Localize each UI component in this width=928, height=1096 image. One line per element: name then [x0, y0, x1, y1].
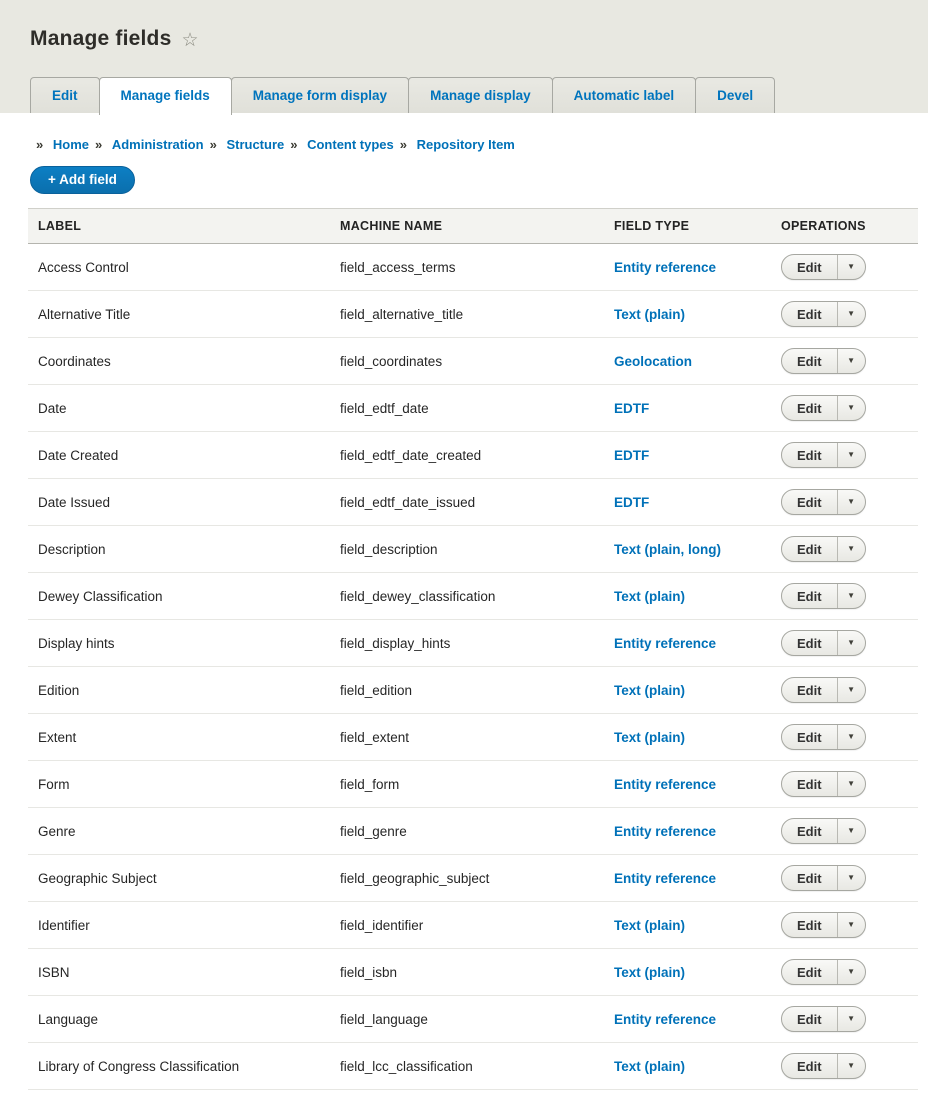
table-row	[28, 620, 918, 667]
field-machine-name: field_dewey_classification	[340, 588, 496, 604]
field-type-link[interactable]: Entity reference	[614, 1011, 717, 1027]
operations-cell	[781, 583, 918, 609]
edit-button[interactable]: Edit	[782, 866, 837, 890]
field-type-cell	[614, 636, 781, 651]
field-type-cell	[614, 354, 781, 369]
field-type-cell	[614, 730, 781, 745]
operations-cell	[781, 442, 918, 468]
field-type-cell	[614, 401, 781, 416]
field-type-link[interactable]: EDTF	[614, 400, 650, 416]
tab[interactable]: Manage form display	[231, 77, 409, 113]
operations-split-button	[781, 254, 866, 280]
breadcrumb-link[interactable]: Administration	[111, 137, 204, 152]
table-row	[28, 855, 918, 902]
operations-cell	[781, 254, 918, 280]
breadcrumb-item	[89, 137, 204, 152]
field-machine-name: field_lcc_classification	[340, 1058, 473, 1074]
operations-dropdown-toggle[interactable]	[838, 1054, 865, 1078]
operations-split-button	[781, 818, 866, 844]
caret-down-icon: ▼	[847, 262, 856, 271]
edit-button[interactable]: Edit	[782, 443, 837, 467]
edit-button[interactable]: Edit	[782, 1007, 837, 1031]
field-machine-name: field_display_hints	[340, 635, 451, 651]
field-type-cell	[614, 824, 781, 839]
field-label: Edition	[38, 682, 80, 698]
column-header-operations: OPERATIONS	[781, 219, 866, 233]
field-label: Access Control	[38, 259, 129, 275]
operations-cell	[781, 865, 918, 891]
operations-dropdown-toggle[interactable]	[838, 349, 865, 373]
operations-cell	[781, 536, 918, 562]
field-type-cell	[614, 260, 781, 275]
fields-table	[28, 208, 918, 1090]
field-type-link[interactable]: Text (plain, long)	[614, 541, 721, 557]
field-machine-name: field_form	[340, 776, 400, 792]
caret-down-icon: ▼	[847, 685, 856, 694]
operations-dropdown-toggle[interactable]	[838, 302, 865, 326]
field-type-link[interactable]: Entity reference	[614, 870, 717, 886]
field-label: Description	[38, 541, 106, 557]
title-row	[0, 0, 928, 51]
field-label: Date Issued	[38, 494, 111, 510]
operations-cell	[781, 724, 918, 750]
caret-down-icon: ▼	[847, 732, 856, 741]
column-header-field-type: FIELD TYPE	[614, 219, 690, 233]
tab[interactable]: Automatic label	[552, 77, 697, 113]
field-label: Identifier	[38, 917, 90, 933]
field-type-link[interactable]: Text (plain)	[614, 306, 686, 322]
field-machine-name: field_language	[340, 1011, 428, 1027]
breadcrumb-link[interactable]: Content types	[307, 137, 394, 152]
operations-dropdown-toggle[interactable]	[838, 255, 865, 279]
column-header-machine-name: MACHINE NAME	[340, 219, 443, 233]
caret-down-icon: ▼	[847, 638, 856, 647]
breadcrumb-separator: »	[209, 137, 217, 152]
operations-dropdown-toggle[interactable]	[838, 631, 865, 655]
edit-button[interactable]: Edit	[782, 725, 837, 749]
table-body	[28, 244, 918, 1090]
operations-cell	[781, 630, 918, 656]
field-machine-name: field_extent	[340, 729, 410, 745]
field-type-link[interactable]: Entity reference	[614, 259, 717, 275]
operations-split-button	[781, 912, 866, 938]
caret-down-icon: ▼	[847, 920, 856, 929]
operations-dropdown-toggle[interactable]	[838, 772, 865, 796]
operations-split-button	[781, 348, 866, 374]
field-type-cell	[614, 683, 781, 698]
field-label: Alternative Title	[38, 306, 131, 322]
edit-button[interactable]: Edit	[782, 772, 837, 796]
breadcrumb-item	[284, 137, 394, 152]
caret-down-icon: ▼	[847, 450, 856, 459]
tab[interactable]: Devel	[695, 77, 775, 113]
operations-dropdown-toggle[interactable]	[838, 584, 865, 608]
caret-down-icon: ▼	[847, 967, 856, 976]
operations-cell	[781, 818, 918, 844]
breadcrumb-link[interactable]: Structure	[226, 137, 285, 152]
caret-down-icon: ▼	[847, 591, 856, 600]
caret-down-icon: ▼	[847, 1014, 856, 1023]
field-label: Dewey Classification	[38, 588, 163, 604]
breadcrumb-item	[204, 137, 285, 152]
field-type-link[interactable]: EDTF	[614, 494, 650, 510]
operations-cell	[781, 1006, 918, 1032]
edit-button[interactable]: Edit	[782, 255, 837, 279]
breadcrumb-separator: »	[94, 137, 103, 152]
edit-button[interactable]: Edit	[782, 584, 837, 608]
operations-split-button	[781, 630, 866, 656]
field-machine-name: field_coordinates	[340, 353, 443, 369]
field-type-cell	[614, 589, 781, 604]
caret-down-icon: ▼	[847, 826, 856, 835]
edit-button[interactable]: Edit	[782, 913, 837, 937]
operations-cell	[781, 771, 918, 797]
field-type-link[interactable]: Text (plain)	[614, 682, 686, 698]
caret-down-icon: ▼	[847, 779, 856, 788]
table-row	[28, 338, 918, 385]
table-row	[28, 526, 918, 573]
operations-dropdown-toggle[interactable]	[838, 443, 865, 467]
field-type-cell	[614, 495, 781, 510]
operations-dropdown-toggle[interactable]	[838, 396, 865, 420]
tab[interactable]: Edit	[30, 77, 100, 113]
breadcrumb-item	[30, 137, 89, 152]
field-label: Date Created	[38, 447, 119, 463]
field-type-cell	[614, 542, 781, 557]
breadcrumb-link[interactable]: Home	[52, 137, 89, 152]
field-label: Genre	[38, 823, 76, 839]
field-machine-name: field_isbn	[340, 964, 398, 980]
table-row	[28, 949, 918, 996]
field-label: Date	[38, 400, 67, 416]
caret-down-icon: ▼	[847, 544, 856, 553]
table-row	[28, 479, 918, 526]
star-favorite-icon[interactable]: ☆	[181, 29, 199, 51]
tab[interactable]: Manage display	[408, 77, 553, 113]
table-row	[28, 291, 918, 338]
operations-split-button	[781, 442, 866, 468]
table-row	[28, 667, 918, 714]
page-header	[0, 0, 928, 113]
table-row	[28, 244, 918, 291]
field-machine-name: field_edtf_date	[340, 400, 429, 416]
field-machine-name: field_alternative_title	[340, 306, 464, 322]
edit-button[interactable]: Edit	[782, 302, 837, 326]
field-type-cell	[614, 965, 781, 980]
field-type-cell	[614, 918, 781, 933]
field-type-link[interactable]: Geolocation	[614, 353, 693, 369]
field-type-cell	[614, 777, 781, 792]
field-type-link[interactable]: Entity reference	[614, 776, 717, 792]
field-machine-name: field_edtf_date_created	[340, 447, 482, 463]
operations-cell	[781, 395, 918, 421]
operations-cell	[781, 348, 918, 374]
field-type-link[interactable]: Text (plain)	[614, 729, 686, 745]
add-field-button[interactable]: + Add field	[30, 166, 135, 194]
operations-cell	[781, 489, 918, 515]
field-label: Geographic Subject	[38, 870, 157, 886]
field-type-link[interactable]: Entity reference	[614, 635, 717, 651]
breadcrumb	[30, 137, 928, 152]
field-label: Extent	[38, 729, 77, 745]
field-type-link[interactable]: Text (plain)	[614, 917, 686, 933]
breadcrumb-separator: »	[36, 137, 44, 152]
edit-button[interactable]: Edit	[782, 819, 837, 843]
operations-split-button	[781, 771, 866, 797]
operations-cell	[781, 912, 918, 938]
edit-button[interactable]: Edit	[782, 960, 837, 984]
field-label: ISBN	[38, 964, 70, 980]
breadcrumb-item	[394, 137, 515, 152]
operations-dropdown-toggle[interactable]	[838, 490, 865, 514]
edit-button[interactable]: Edit	[782, 537, 837, 561]
table-row	[28, 761, 918, 808]
field-type-link[interactable]: Text (plain)	[614, 1058, 686, 1074]
breadcrumb-separator: »	[290, 137, 298, 152]
field-machine-name: field_genre	[340, 823, 407, 839]
field-type-cell	[614, 307, 781, 322]
column-header-label: LABEL	[38, 219, 82, 233]
operations-dropdown-toggle[interactable]	[838, 819, 865, 843]
operations-split-button	[781, 677, 866, 703]
operations-cell	[781, 959, 918, 985]
field-type-cell	[614, 1012, 781, 1027]
operations-dropdown-toggle[interactable]	[838, 725, 865, 749]
operations-split-button	[781, 865, 866, 891]
table-row	[28, 808, 918, 855]
field-label: Form	[38, 776, 70, 792]
field-machine-name: field_geographic_subject	[340, 870, 490, 886]
field-label: Display hints	[38, 635, 115, 651]
primary-tabs	[30, 77, 774, 113]
operations-dropdown-toggle[interactable]	[838, 537, 865, 561]
field-machine-name: field_identifier	[340, 917, 424, 933]
operations-split-button	[781, 489, 866, 515]
operations-split-button	[781, 959, 866, 985]
table-row	[28, 432, 918, 479]
field-type-cell	[614, 871, 781, 886]
operations-dropdown-toggle[interactable]	[838, 913, 865, 937]
table-row	[28, 996, 918, 1043]
edit-button[interactable]: Edit	[782, 349, 837, 373]
caret-down-icon: ▼	[847, 356, 856, 365]
edit-button[interactable]: Edit	[782, 396, 837, 420]
breadcrumb-link[interactable]: Repository Item	[416, 137, 515, 152]
table-row	[28, 1043, 918, 1090]
field-type-cell	[614, 448, 781, 463]
table-header-row	[28, 208, 918, 244]
operations-dropdown-toggle[interactable]	[838, 866, 865, 890]
operations-split-button	[781, 1006, 866, 1032]
edit-button[interactable]: Edit	[782, 631, 837, 655]
operations-split-button	[781, 724, 866, 750]
caret-down-icon: ▼	[847, 873, 856, 882]
caret-down-icon: ▼	[847, 309, 856, 318]
field-type-cell	[614, 1059, 781, 1074]
field-machine-name: field_edition	[340, 682, 413, 698]
field-type-link[interactable]: Text (plain)	[614, 964, 686, 980]
operations-dropdown-toggle[interactable]	[838, 678, 865, 702]
operations-split-button	[781, 395, 866, 421]
operations-split-button	[781, 583, 866, 609]
field-machine-name: field_edtf_date_issued	[340, 494, 476, 510]
tab[interactable]: Manage fields	[99, 77, 232, 115]
field-type-link[interactable]: Text (plain)	[614, 588, 686, 604]
operations-cell	[781, 677, 918, 703]
table-row	[28, 573, 918, 620]
operations-dropdown-toggle[interactable]	[838, 960, 865, 984]
field-label: Library of Congress Classification	[38, 1058, 240, 1074]
operations-cell	[781, 301, 918, 327]
table-row	[28, 385, 918, 432]
caret-down-icon: ▼	[847, 1061, 856, 1070]
operations-dropdown-toggle[interactable]	[838, 1007, 865, 1031]
table-row	[28, 902, 918, 949]
operations-split-button	[781, 1053, 866, 1079]
caret-down-icon: ▼	[847, 497, 856, 506]
field-machine-name: field_description	[340, 541, 438, 557]
field-label: Coordinates	[38, 353, 111, 369]
edit-button[interactable]: Edit	[782, 1054, 837, 1078]
field-machine-name: field_access_terms	[340, 259, 456, 275]
caret-down-icon: ▼	[847, 403, 856, 412]
page-title: Manage fields	[30, 27, 172, 50]
edit-button[interactable]: Edit	[782, 490, 837, 514]
operations-cell	[781, 1053, 918, 1079]
field-type-link[interactable]: EDTF	[614, 447, 650, 463]
table-row	[28, 714, 918, 761]
edit-button[interactable]: Edit	[782, 678, 837, 702]
breadcrumb-separator: »	[399, 137, 407, 152]
operations-split-button	[781, 536, 866, 562]
field-type-link[interactable]: Entity reference	[614, 823, 717, 839]
operations-split-button	[781, 301, 866, 327]
field-label: Language	[38, 1011, 99, 1027]
